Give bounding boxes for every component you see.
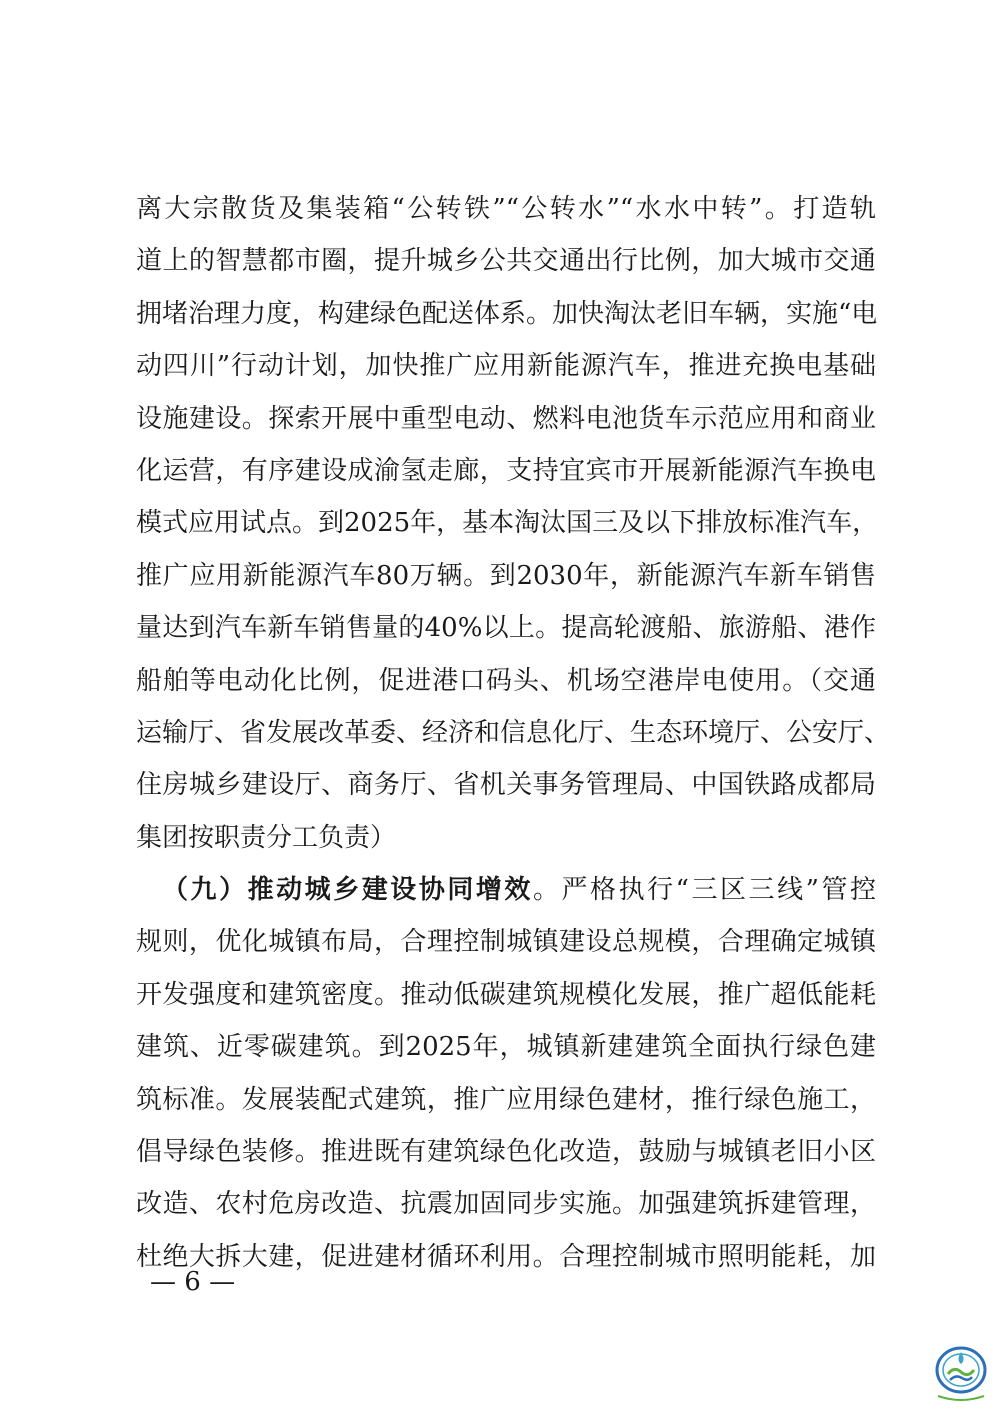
page-number: — 6 — xyxy=(150,1267,236,1297)
text-line: 模式应用试点。到2025年，基本淘汰国三及以下排放标准汽车， xyxy=(136,508,879,539)
text-line: 改造、农村危房改造、抗震加固同步实施。加强建筑拆建管理， xyxy=(136,1189,876,1220)
text-line: 化运营，有序建设成渝氢走廊，支持宜宾市开展新能源汽车换电 xyxy=(136,455,876,486)
text-line: 规则，优化城镇布局，合理控制城镇建设总规模，合理确定城镇 xyxy=(136,927,876,958)
section-heading-line xyxy=(136,864,876,916)
document-body xyxy=(136,183,891,1283)
text-line: 拥堵治理力度，构建绿色配送体系。加快淘汰老旧车辆，实施“电 xyxy=(136,298,878,329)
text-line: 动四川”行动计划，加快推广应用新能源汽车，推进充换电基础 xyxy=(136,351,876,382)
text-line: 倡导绿色装修。推进既有建筑绿色化改造，鼓励与城镇老旧小区 xyxy=(136,1137,876,1168)
text-line: 量达到汽车新车销售量的40%以上。提高轮渡船、旅游船、港作 xyxy=(136,613,876,644)
cnlng-logo-icon xyxy=(926,1336,996,1410)
watermark-logo xyxy=(926,1336,996,1410)
text-line: 集团按职责分工负责） xyxy=(136,822,397,853)
section-heading: （九）推动城乡建设协同增效 xyxy=(162,875,533,906)
text-line: 杜绝大拆大建，促进建材循环利用。合理控制城市照明能耗，加 xyxy=(136,1241,876,1272)
text-line: 住房城乡建设厅、商务厅、省机关事务管理局、中国铁路成都局 xyxy=(136,770,876,801)
text-line: 推广应用新能源汽车80万辆。到2030年，新能源汽车新车销售 xyxy=(136,560,876,591)
text-line: 筑标准。发展装配式建筑，推广应用绿色建材，推行绿色施工， xyxy=(136,1084,876,1115)
text-line: 运输厅、省发展改革委、经济和信息化厅、生态环境厅、公安厅、 xyxy=(136,717,891,748)
text-line: 船舶等电动化比例，促进港口码头、机场空港岸电使用。（交通 xyxy=(136,665,876,696)
text-line: 设施建设。探索开展中重型电动、燃料电池货车示范应用和商业 xyxy=(136,403,876,434)
section-heading-continuation: 。严格执行“三区三线”管控 xyxy=(532,875,876,906)
text-line: 道上的智慧都市圈，提升城乡公共交通出行比例，加大城市交通 xyxy=(136,246,876,277)
text-line: 开发强度和建筑密度。推动低碳建筑规模化发展，推广超低能耗 xyxy=(136,979,876,1010)
text-line: 建筑、近零碳建筑。到2025年，城镇新建建筑全面执行绿色建 xyxy=(136,1032,876,1063)
text-line: 离大宗散货及集装箱“公转铁”“公转水”“水水中转”。打造轨 xyxy=(136,194,876,224)
